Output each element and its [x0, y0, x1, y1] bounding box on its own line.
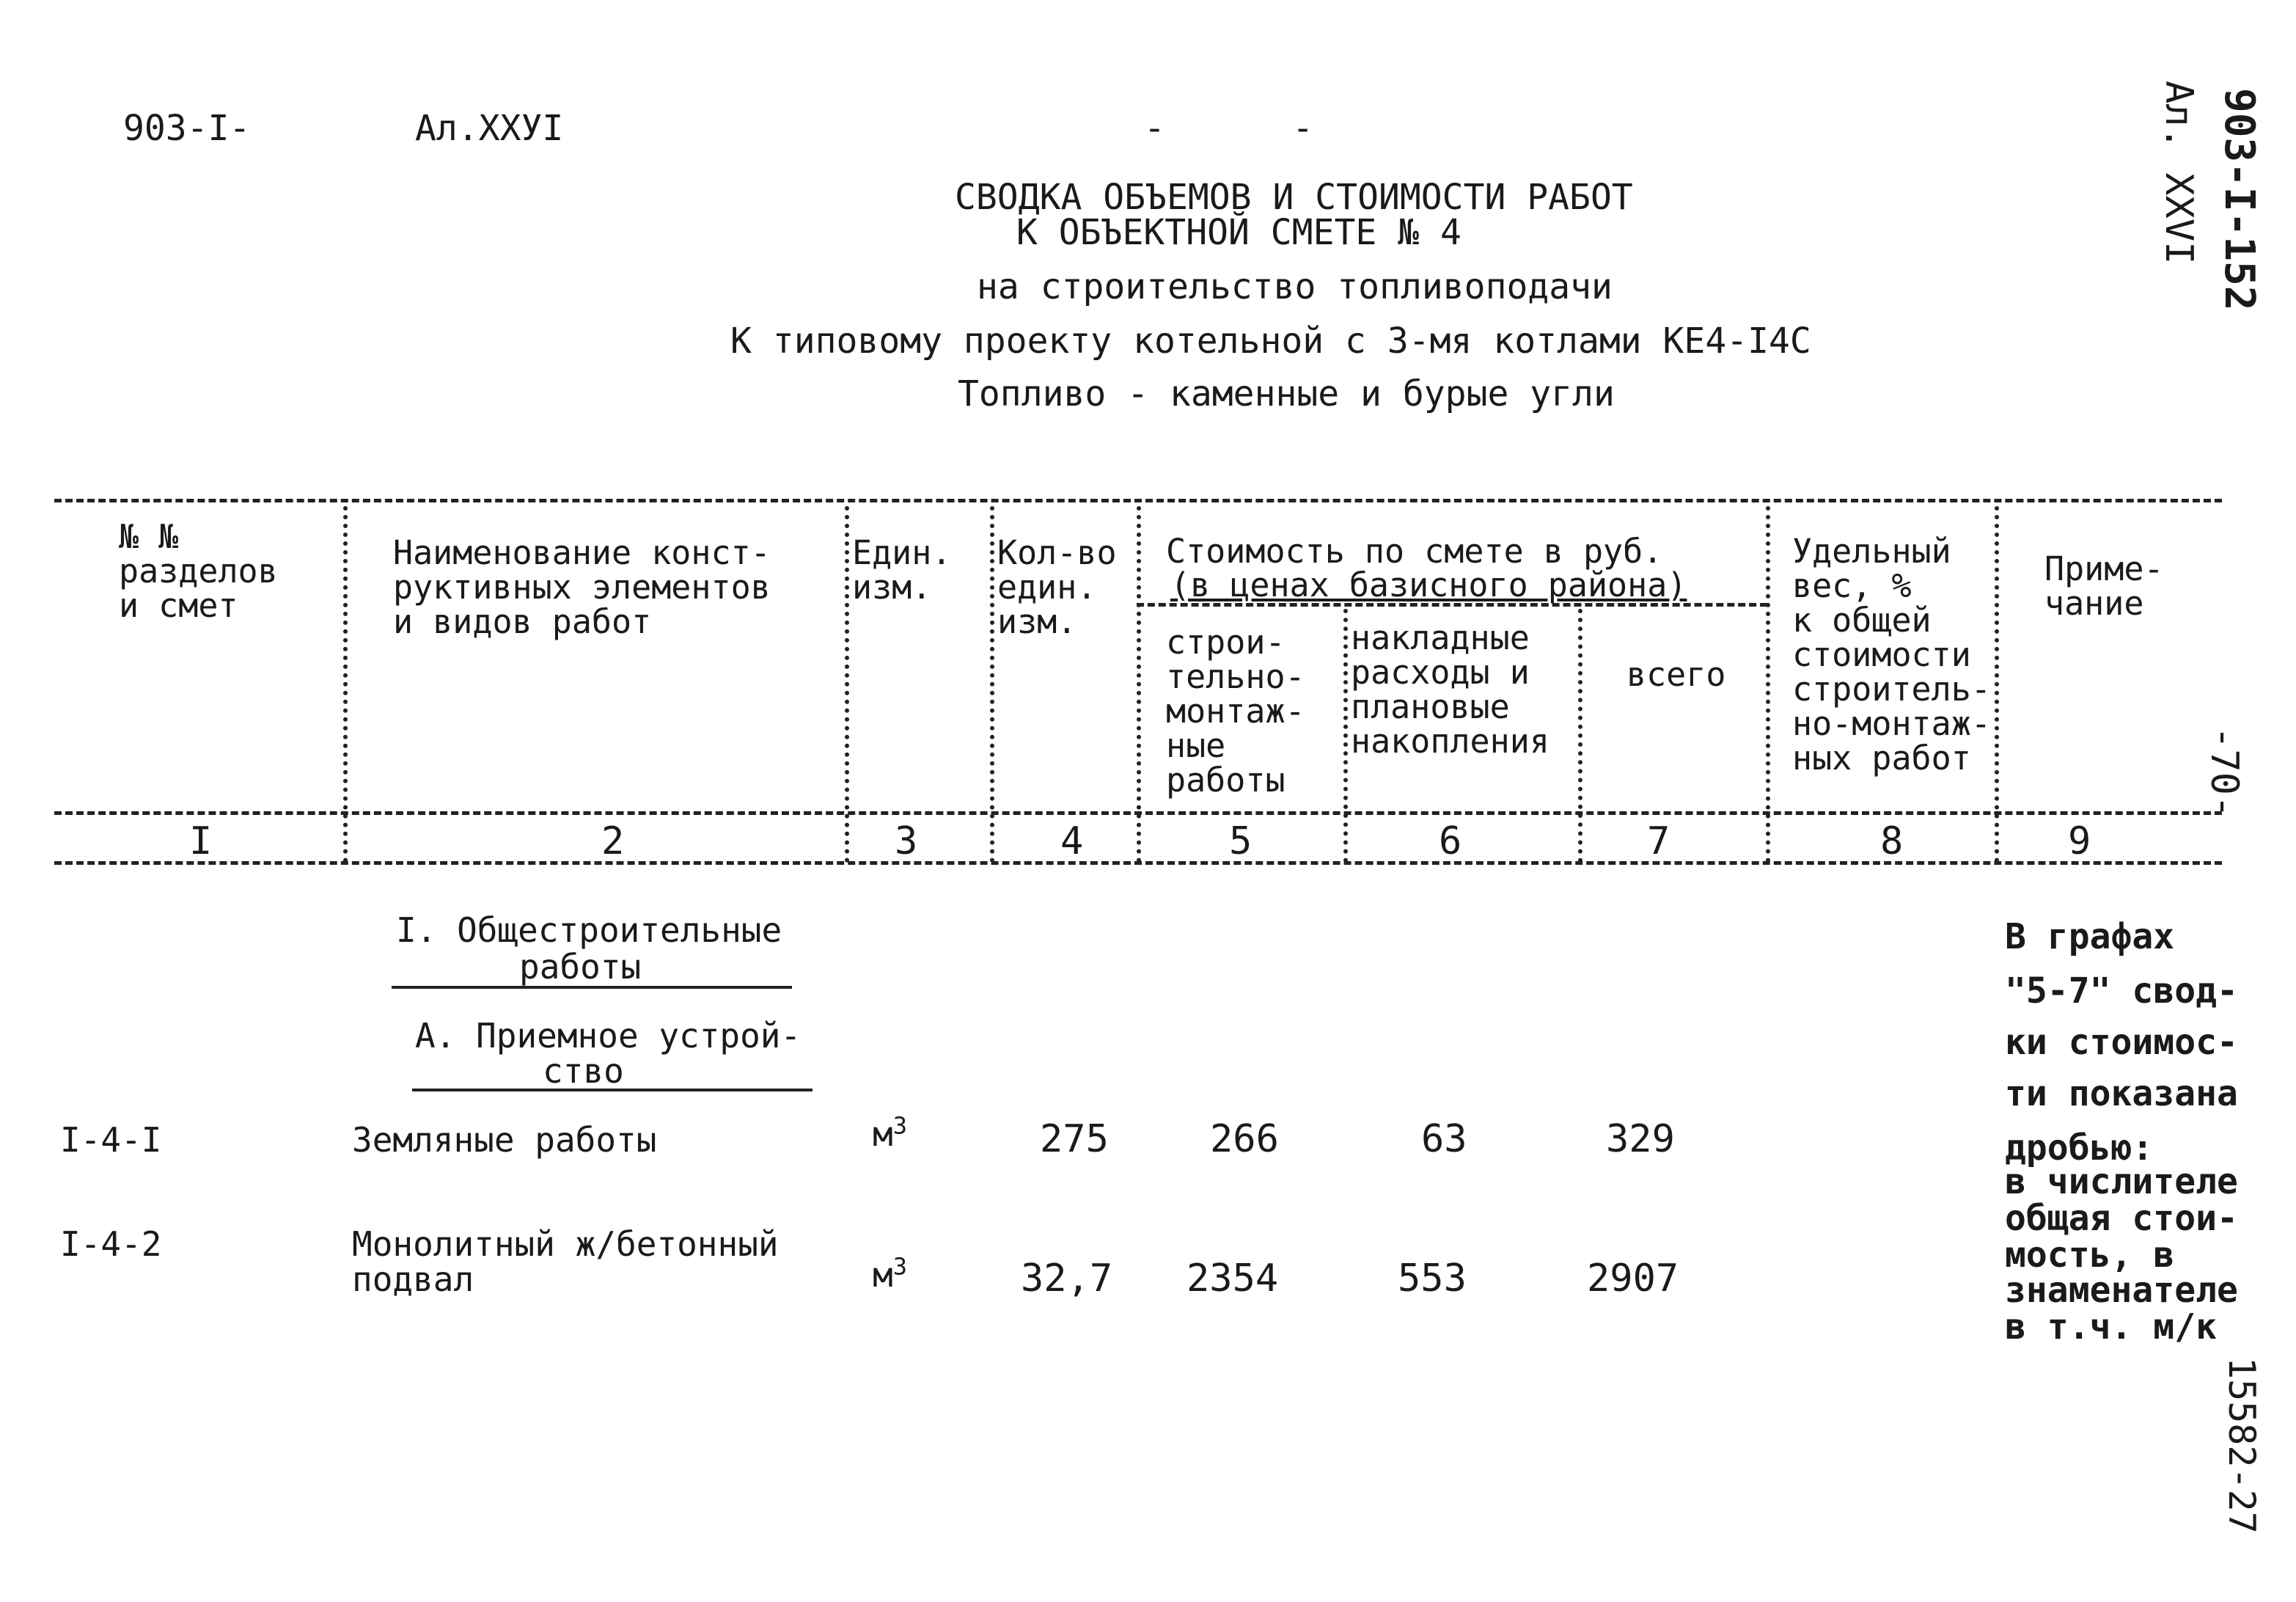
title-line-4: К типовому проекту котельной с 3-мя котлами КЕ4-I4С — [730, 321, 1811, 362]
row-total-cost: 329 — [1606, 1117, 1675, 1161]
col-sep-1 — [343, 506, 348, 863]
album-code: Ал.XXУI — [415, 108, 564, 149]
row-quantity: 275 — [1040, 1117, 1109, 1161]
row-name: Земляные работы — [352, 1120, 657, 1160]
header-overhead: накладные расходы и плановые накопления — [1351, 618, 1549, 761]
note-line: "5-7" свод- — [2005, 970, 2238, 1012]
row-name-line-2: подвал — [352, 1259, 474, 1299]
col-sep-6 — [1578, 609, 1582, 863]
col-sep-3 — [990, 506, 994, 863]
header-cost-basis: (в ценах базисного района) — [1170, 566, 1687, 604]
header-element-name: Наименование конст- руктивных элементов и видов работ — [393, 533, 771, 641]
col-number-4: 4 — [1060, 819, 1084, 863]
row-construction-cost: 266 — [1210, 1117, 1279, 1161]
page-number: -70- — [2202, 726, 2246, 819]
col-sep-2 — [845, 506, 849, 863]
note-line: общая стои- — [2005, 1198, 2238, 1239]
note-line: дробью: — [2005, 1127, 2154, 1168]
note-line: знаменателе — [2005, 1270, 2238, 1311]
col-number-7: 7 — [1647, 819, 1670, 863]
table-top-rule — [54, 499, 2222, 502]
header-dashes: - - — [1144, 108, 1314, 149]
document-number: 15582-27 — [2220, 1357, 2263, 1534]
col-number-3: 3 — [895, 819, 918, 863]
row-construction-cost: 2354 — [1186, 1257, 1279, 1301]
col-number-6: 6 — [1439, 819, 1462, 863]
margin-series-code: 903-I-152 — [2215, 88, 2263, 311]
subsection-underline — [412, 1089, 813, 1091]
col-sep-4 — [1137, 506, 1141, 863]
title-line-1: СВОДКА ОБЪЕМОВ И СТОИМОСТИ РАБОТ — [955, 177, 1633, 218]
row-overhead-cost: 63 — [1421, 1117, 1467, 1161]
margin-album-code: Ал. XXVI — [2157, 81, 2201, 265]
row-total-cost: 2907 — [1587, 1257, 1679, 1301]
row-unit: $м^3$ — [873, 1252, 907, 1295]
subsection-heading-line-1: А. Приемное устрой- — [415, 1016, 802, 1056]
series-code: 903-I- — [123, 108, 251, 149]
row-quantity: 32,7 — [1021, 1257, 1113, 1301]
section-heading-line-2: работы — [519, 947, 642, 987]
header-share-percent: Удельный вес, % к общей стоимости строитель- но-монтаж- ных работ — [1792, 532, 1991, 778]
col-number-8: 8 — [1880, 819, 1904, 863]
col-number-1: I — [189, 819, 213, 863]
note-line: ти показана — [2005, 1073, 2238, 1114]
row-overhead-cost: 553 — [1398, 1257, 1467, 1301]
header-note: Приме- чание — [2044, 549, 2164, 623]
col-sep-8 — [1995, 506, 1999, 863]
section-heading-line-1: I. Общестроительные — [396, 910, 782, 950]
col-sep-5 — [1343, 609, 1348, 863]
row-code: I-4-I — [60, 1120, 162, 1160]
col-sep-7 — [1766, 506, 1770, 863]
note-line: в числителе — [2005, 1161, 2238, 1202]
note-line: мость, в — [2005, 1235, 2175, 1276]
header-quantity: Кол-во един. изм. — [997, 533, 1117, 641]
header-cost-group: Стоимость по смете в руб. — [1166, 532, 1663, 571]
header-construction-works: строи- тельно- монтаж- ные работы — [1166, 623, 1305, 800]
title-line-5: Топливо - каменные и бурые угли — [958, 373, 1615, 414]
title-line-3: на строительство топливоподачи — [977, 266, 1613, 307]
row-code: I-4-2 — [60, 1224, 162, 1264]
header-unit: Един. изм. — [852, 533, 952, 607]
header-total: всего — [1626, 655, 1726, 694]
row-name-line-1: Монолитный ж/бетонный — [352, 1224, 779, 1264]
col-number-2: 2 — [601, 819, 625, 863]
col-number-9: 9 — [2068, 819, 2091, 863]
note-line: В графах — [2005, 916, 2175, 957]
subsection-heading-line-2: ство — [543, 1051, 624, 1091]
section-underline — [392, 986, 792, 989]
row-unit: $м^3$ — [873, 1111, 907, 1154]
header-section-numbers: № № разделов и смет — [119, 517, 278, 625]
title-line-2: К ОБЪЕКТНОЙ СМЕТЕ № 4 — [1016, 212, 1461, 253]
note-line: в т.ч. м/к — [2005, 1306, 2217, 1347]
col-number-5: 5 — [1229, 819, 1252, 863]
note-line: ки стоимос- — [2005, 1022, 2238, 1063]
